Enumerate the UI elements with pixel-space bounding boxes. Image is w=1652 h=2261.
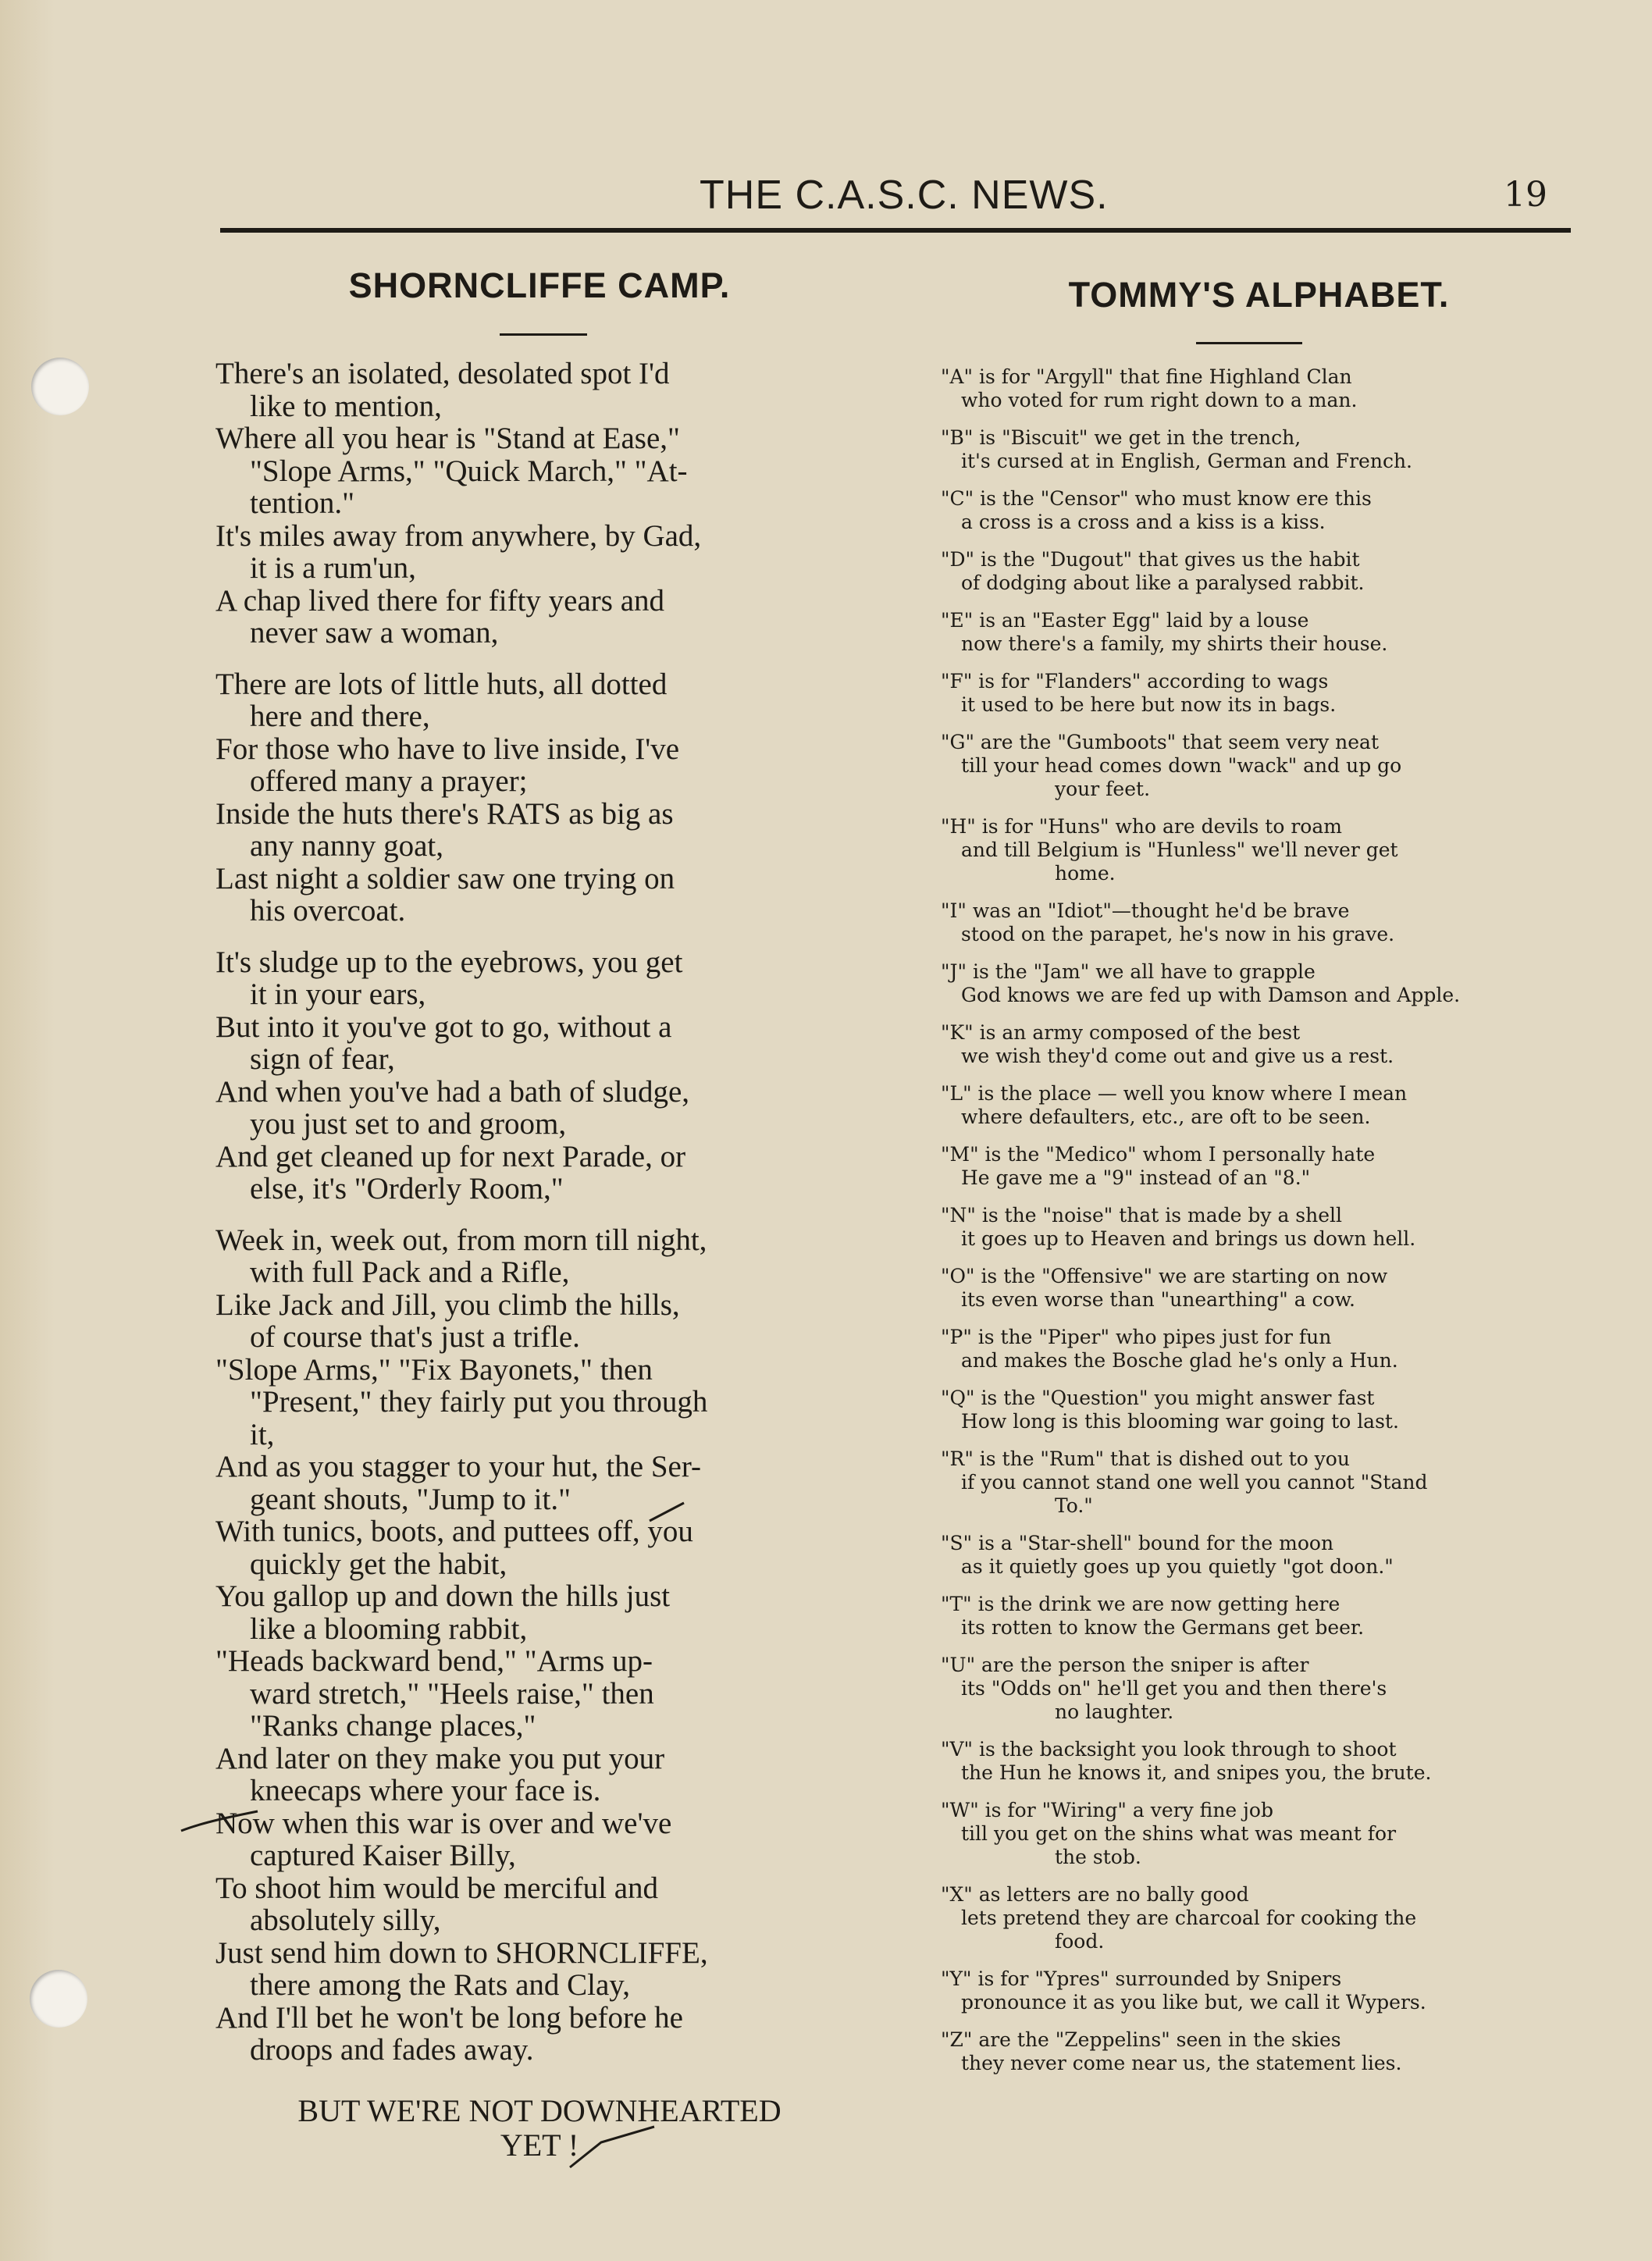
poem-line: It's sludge up to the eyebrows, you get: [215, 945, 683, 979]
alphabet-line: and makes the Bosche glad he's only a Hun.: [961, 1349, 1398, 1372]
alphabet-line: the stob.: [1055, 1846, 1141, 1868]
alphabet-line: "K" is an army composed of the best: [941, 1021, 1301, 1044]
alphabet-line: "L" is the place — well you know where I mean: [941, 1082, 1408, 1105]
alphabet-line: your feet.: [1055, 778, 1151, 800]
poem-line: And get cleaned up for next Parade, or: [215, 1139, 686, 1173]
poem-line: there among the Rats and Clay,: [250, 1968, 631, 2002]
poem-line: Inside the huts there's RATS as big as: [215, 796, 674, 831]
alphabet-line: till you get on the shins what was meant for: [961, 1822, 1397, 1845]
alphabet-line: the Hun he knows it, and snipes you, the brute.: [961, 1761, 1432, 1784]
page-number: 19: [1504, 175, 1547, 215]
poem-line: it,: [250, 1417, 275, 1451]
poem-line: with full Pack and a Rifle,: [250, 1255, 570, 1289]
poem-line: It's miles away from anywhere, by Gad,: [215, 518, 702, 553]
pen-mark: [650, 1503, 684, 1521]
alphabet-line: He gave me a "9" instead of an "8.": [961, 1166, 1311, 1189]
alphabet-line: "S" is a "Star-shell" bound for the moon: [941, 1532, 1334, 1554]
poem-line: And as you stagger to your hut, the Ser-: [215, 1450, 702, 1483]
alphabet-line: "X" as letters are no bally good: [941, 1883, 1249, 1906]
poem-line: never saw a woman,: [250, 616, 499, 650]
alphabet-line: "O" is the "Offensive" we are starting on now: [941, 1265, 1388, 1287]
poem-line: "Heads backward bend," "Arms up-: [215, 1644, 653, 1678]
alphabet-line: where defaulters, etc., are oft to be seen.: [961, 1106, 1371, 1128]
poem-line: of course that's just a trifle.: [250, 1320, 580, 1354]
alphabet-line: "H" is for "Huns" who are devils to roam: [941, 815, 1342, 838]
poem-line: offered many a prayer;: [250, 764, 528, 798]
alphabet-line: "J" is the "Jam" we all have to grapple: [941, 960, 1316, 983]
alphabet-line: "N" is the "noise" that is made by a shell: [941, 1204, 1343, 1227]
alphabet-line: "V" is the backsight you look through to shoot: [941, 1738, 1397, 1761]
closing-line: YET !: [500, 2127, 579, 2163]
alphabet-line: "C" is the "Censor" who must know ere this: [941, 487, 1372, 510]
alphabet-line: till your head comes down "wack" and up go: [961, 754, 1402, 777]
alphabet-line: home.: [1055, 862, 1116, 885]
alphabet-line: a cross is a cross and a kiss is a kiss.: [961, 511, 1326, 533]
alphabet-line: "G" are the "Gumboots" that seem very neat: [941, 731, 1380, 753]
poem-line: To shoot him would be merciful and: [215, 1871, 659, 1905]
alphabet-line: now there's a family, my shirts their house.: [961, 632, 1388, 655]
poem-line: But into it you've got to go, without a: [215, 1009, 672, 1044]
poem-line: Last night a soldier saw one trying on: [215, 861, 675, 895]
newspaper-title: THE C.A.S.C. NEWS.: [700, 173, 1109, 218]
alphabet-line: it goes up to Heaven and brings us down hell.: [961, 1227, 1416, 1250]
poem-line: Now when this war is over and we've: [215, 1806, 672, 1840]
poem-line: "Present," they fairly put you through: [250, 1385, 708, 1419]
alphabet-line: "R" is the "Rum" that is dished out to you: [941, 1447, 1350, 1470]
poem-line: his overcoat.: [250, 894, 406, 928]
poem-line: tention.": [250, 486, 354, 520]
alphabet-line: "D" is the "Dugout" that gives us the habit: [941, 548, 1360, 571]
alphabet-line: food.: [1055, 1930, 1105, 1953]
alphabet-line: of dodging about like a paralysed rabbit.: [961, 571, 1365, 594]
poem-line: absolutely silly,: [250, 1903, 441, 1937]
alphabet-line: they never come near us, the statement lies.: [961, 2052, 1402, 2074]
poem-line: There are lots of little huts, all dotted: [215, 667, 668, 701]
poem-line: you just set to and groom,: [250, 1107, 567, 1141]
closing-line: BUT WE'RE NOT DOWNHEARTED: [297, 2093, 781, 2128]
poem-line: Like Jack and Jill, you climb the hills,: [215, 1287, 680, 1322]
poem-line: There's an isolated, desolated spot I'd: [215, 357, 670, 390]
pen-mark: [181, 1811, 258, 1831]
poem-line: kneecaps where your face is.: [250, 1774, 601, 1807]
alphabet-line: "I" was an "Idiot"—thought he'd be brave: [941, 899, 1350, 922]
poem-line: it is a rum'un,: [250, 551, 416, 585]
alphabet-line: it's cursed at in English, German and French.: [961, 450, 1413, 472]
alphabet-line: "U" are the person the sniper is after: [941, 1654, 1309, 1676]
poem-line: captured Kaiser Billy,: [250, 1839, 516, 1872]
poem-line: here and there,: [250, 700, 430, 733]
alphabet-line: "T" is the drink we are now getting here: [941, 1593, 1340, 1615]
alphabet-line: and till Belgium is "Hunless" we'll never get: [961, 839, 1398, 861]
poem-line: it in your ears,: [250, 977, 426, 1011]
alphabet-line: no laughter.: [1055, 1700, 1174, 1723]
poem-line: ward stretch," "Heels raise," then: [250, 1676, 654, 1711]
poem-line: any nanny goat,: [250, 829, 444, 863]
poem-line: "Ranks change places,": [250, 1709, 536, 1743]
alphabet-line: its "Odds on" he'll get you and then there's: [961, 1677, 1387, 1700]
poem-title: SHORNCLIFFE CAMP.: [348, 265, 731, 305]
alphabet-line: as it quietly goes up you quietly "got doon.": [961, 1555, 1394, 1578]
alphabet-line: lets pretend they are charcoal for cooking the: [961, 1907, 1417, 1929]
poem-line: A chap lived there for fifty years and: [215, 583, 665, 618]
alphabet-line: To.": [1055, 1494, 1093, 1517]
alphabet-line: God knows we are fed up with Damson and Apple.: [961, 984, 1461, 1006]
poem-line: And when you've had a bath of sludge,: [215, 1074, 690, 1109]
poem-line: Week in, week out, from morn till night,: [215, 1223, 707, 1257]
alphabet-line: "A" is for "Argyll" that fine Highland Clan: [941, 365, 1352, 388]
alphabet-line: "Y" is for "Ypres" surrounded by Snipers: [941, 1967, 1342, 1990]
alphabet-line: "M" is the "Medico" whom I personally hate: [941, 1143, 1376, 1166]
alphabet-line: if you cannot stand one well you cannot "Stand: [961, 1471, 1428, 1494]
pen-mark: [570, 2127, 654, 2167]
poem-line: geant shouts, "Jump to it.": [250, 1482, 571, 1516]
poem-line: Where all you hear is "Stand at Ease,": [215, 422, 680, 455]
poem-line: With tunics, boots, and puttees off, you: [215, 1515, 693, 1548]
alphabet-line: who voted for rum right down to a man.: [961, 389, 1358, 411]
alphabet-line: "W" is for "Wiring" a very fine job: [941, 1799, 1273, 1821]
alphabet-line: we wish they'd come out and give us a rest.: [961, 1045, 1394, 1067]
alphabet-line: its rotten to know the Germans get beer.: [961, 1616, 1365, 1639]
poem-line: For those who have to live inside, I've: [215, 732, 680, 766]
alphabet-line: stood on the parapet, he's now in his grave.: [961, 923, 1395, 945]
alphabet-line: its even worse than "unearthing" a cow.: [961, 1288, 1355, 1311]
poem-line: And later on they make you put your: [215, 1741, 665, 1775]
alphabet-line: "Q" is the "Question" you might answer fast: [941, 1387, 1375, 1409]
poem-line: like to mention,: [250, 389, 442, 423]
poem-line: sign of fear,: [250, 1042, 395, 1076]
poem-line: Just send him down to SHORNCLIFFE,: [215, 1935, 708, 1970]
alphabet-line: How long is this blooming war going to last.: [961, 1410, 1399, 1433]
poem-line: You gallop up and down the hills just: [215, 1579, 671, 1613]
poem-line: quickly get the habit,: [250, 1547, 507, 1581]
alphabet-line: "B" is "Biscuit" we get in the trench,: [941, 426, 1301, 449]
poem-line: "Slope Arms," "Fix Bayonets," then: [215, 1352, 653, 1387]
poem-line: droops and fades away.: [250, 2033, 534, 2067]
alphabet-title: TOMMY'S ALPHABET.: [1068, 275, 1450, 315]
alphabet-line: "E" is an "Easter Egg" laid by a louse: [941, 609, 1309, 632]
poem-line: else, it's "Orderly Room,": [250, 1172, 564, 1205]
poem-line: "Slope Arms," "Quick March," "At-: [250, 454, 688, 488]
alphabet-line: it used to be here but now its in bags.: [961, 693, 1337, 716]
poem-line: like a blooming rabbit,: [250, 1611, 528, 1646]
alphabet-line: "Z" are the "Zeppelins" seen in the skies: [941, 2028, 1341, 2051]
poem-line: And I'll bet he won't be long before he: [215, 2000, 683, 2035]
alphabet-line: "P" is the "Piper" who pipes just for fun: [941, 1326, 1332, 1348]
alphabet-line: "F" is for "Flanders" according to wags: [941, 670, 1329, 693]
alphabet-line: pronounce it as you like but, we call it Wypers.: [961, 1991, 1426, 2014]
